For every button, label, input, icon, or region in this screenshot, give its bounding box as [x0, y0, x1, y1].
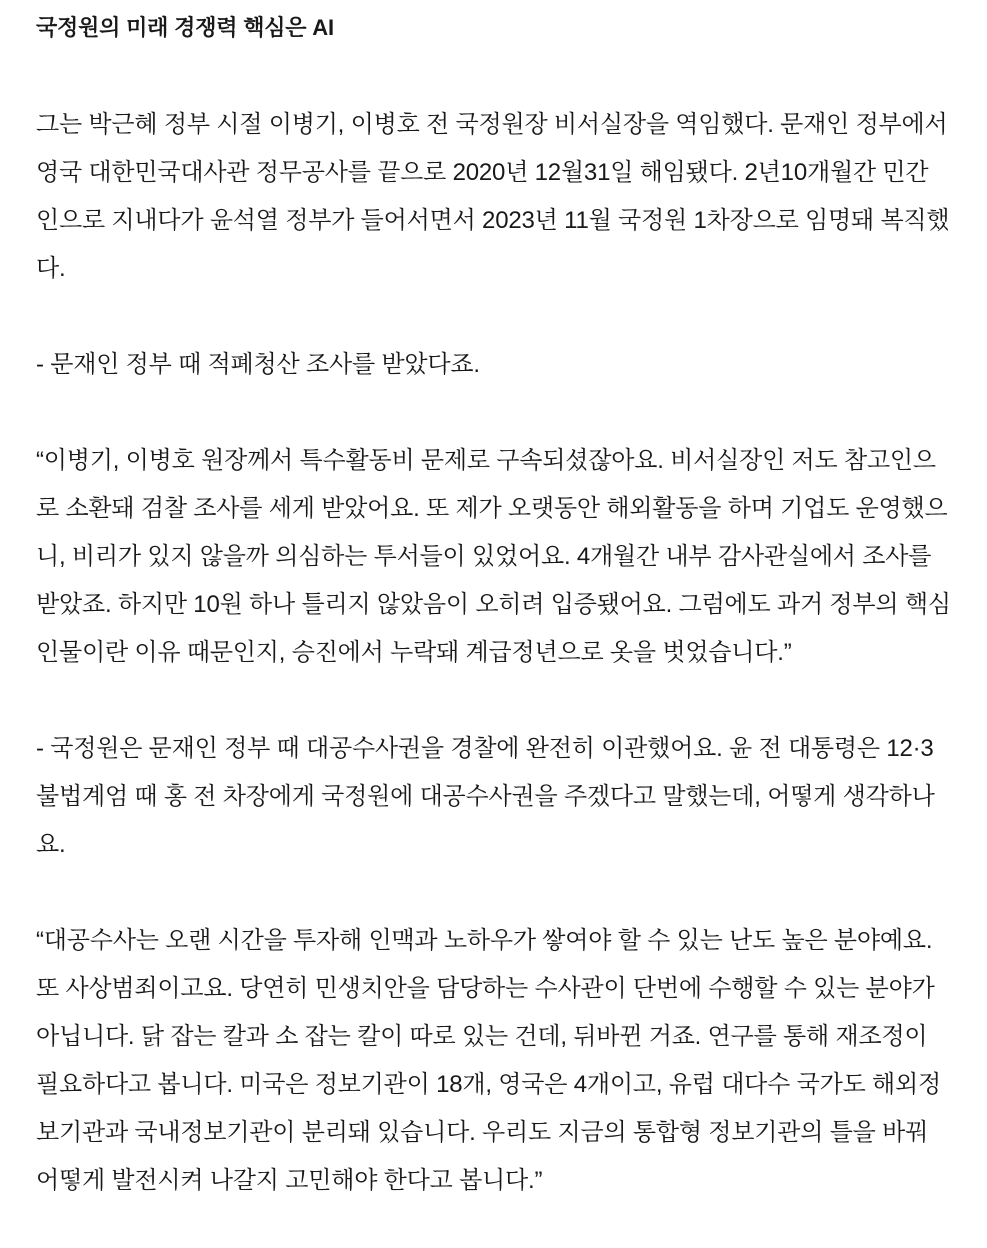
interview-answer-1: “이병기, 이병호 원장께서 특수활동비 문제로 구속되셨잖아요. 비서실장인 저도 참고인으로 소환돼 검찰 조사를 세게 받았어요. 또 제가 오랫동안 해외활동을 하며 기업도 운영했으니, 비리가 있지 않을까 의심하는 투서들이 있었어요. 4개월간 내부 감사관실에서 조사를 받았죠. 하지만 10원 하나 틀리지 않았음이 오히려 입증됐어요. 그럼에도 과거 정부의 핵심 인물이란 이유 때문인지, 승진에서 누락돼 계급정년으로 옷을 벗었습니다.” [36, 447, 951, 666]
article-section-heading: 국정원의 미래 경쟁력 핵심은 AI [36, 15, 334, 40]
interview-question-2: - 국정원은 문재인 정부 때 대공수사권을 경찰에 완전히 이관했어요. 윤 전 대통령은 12·3 불법계엄 때 홍 전 차장에게 국정원에 대공수사권을 주겠다고 말했는데, 어떻게 생각하나요. [36, 735, 935, 858]
interview-question-1: - 문재인 정부 때 적폐청산 조사를 받았다죠. [36, 351, 480, 378]
intro-paragraph: 그는 박근혜 정부 시절 이병기, 이병호 전 국정원장 비서실장을 역임했다. 문재인 정부에서 영국 대한민국대사관 정무공사를 끝으로 2020년 12월31일 해임됐다. 2년10개월간 민간인으로 지내다가 윤석열 정부가 들어서면서 2023년 11월 국정원 1차장으로 임명돼 복직했다. [36, 111, 950, 282]
interview-answer-2: “대공수사는 오랜 시간을 투자해 인맥과 노하우가 쌓여야 할 수 있는 난도 높은 분야예요. 또 사상범죄이고요. 당연히 민생치안을 담당하는 수사관이 단번에 수행할 수 있는 분야가 아닙니다. 닭 잡는 칼과 소 잡는 칼이 따로 있는 건데, 뒤바뀐 거죠. 연구를 통해 재조정이 필요하다고 봅니다. 미국은 정보기관이 18개, 영국은 4개이고, 유럽 대다수 국가도 해외정보기관과 국내정보기관이 분리돼 있습니다. 우리도 지금의 통합형 정보기관의 틀을 바꿔 어떻게 발전시켜 나갈지 고민해야 한다고 봅니다.” [36, 927, 941, 1194]
